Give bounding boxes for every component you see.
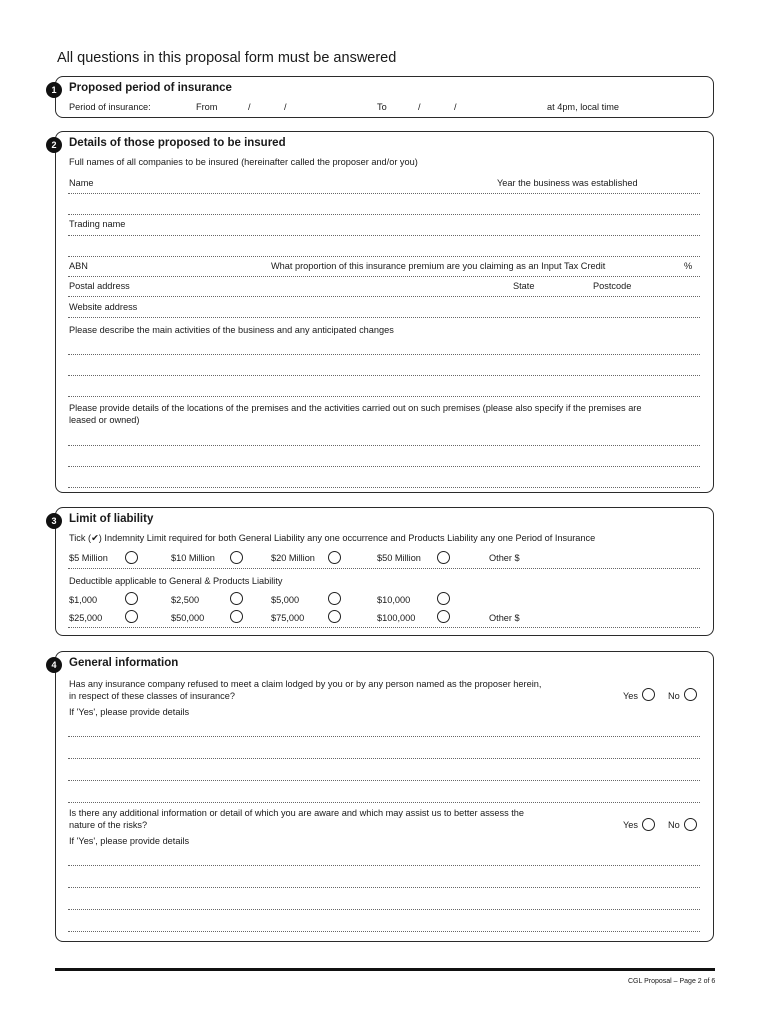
name-label: Name <box>69 178 94 188</box>
period-label: Period of insurance: <box>69 102 151 112</box>
q1-text-line-2: in respect of these classes of insurance? <box>69 691 235 701</box>
q1-yes-label: Yes <box>623 691 638 701</box>
page-heading: All questions in this proposal form must be answered <box>57 50 397 66</box>
name-field-line-2[interactable] <box>68 214 700 215</box>
limit-radio-5m[interactable] <box>125 551 138 564</box>
to-label[interactable]: To <box>377 102 387 112</box>
footer-rule <box>55 968 715 971</box>
section-number-2: 2 <box>46 137 62 153</box>
ded-radio-10000[interactable] <box>437 592 450 605</box>
q2-yes-label: Yes <box>623 820 638 830</box>
premises-field-line-2[interactable] <box>68 466 700 467</box>
activities-label: Please describe the main activities of the business and any anticipated changes <box>69 325 394 335</box>
ded-other-field[interactable] <box>68 627 700 628</box>
q1-detail-line-3[interactable] <box>68 780 700 781</box>
ded-label-2500: $2,500 <box>171 595 200 605</box>
limit-other-label: Other $ <box>489 553 520 563</box>
year-established-label: Year the business was established <box>497 178 638 188</box>
q2-text-line-2: nature of the risks? <box>69 820 148 830</box>
from-slash-1: / <box>248 102 251 112</box>
section-number-4: 4 <box>46 657 62 673</box>
q2-detail-line-2[interactable] <box>68 887 700 888</box>
limit-label-50m: $50 Million <box>377 553 421 563</box>
premises-label: Please provide details of the locations of the premises and the activities carried out on such premises (please also specify if the premises are <box>69 403 642 413</box>
ded-label-10000: $10,000 <box>377 595 411 605</box>
from-label[interactable]: From <box>196 102 218 112</box>
q1-yes-radio[interactable] <box>642 688 655 701</box>
limit-radio-20m[interactable] <box>328 551 341 564</box>
percent-symbol: % <box>684 261 693 271</box>
premises-field-line-3[interactable] <box>68 487 700 488</box>
ded-radio-25000[interactable] <box>125 610 138 623</box>
deductible-label: Deductible applicable to General & Products Liability <box>69 576 283 586</box>
q2-detail-line-1[interactable] <box>68 865 700 866</box>
abn-field[interactable] <box>68 276 700 277</box>
q1-detail-line-4[interactable] <box>68 802 700 803</box>
website-label: Website address <box>69 302 138 312</box>
limit-label-10m: $10 Million <box>171 553 215 563</box>
activities-field-line-3[interactable] <box>68 396 700 397</box>
itc-label: What proportion of this insurance premium are you claiming as an Input Tax Credit <box>271 261 606 271</box>
q2-yes-radio[interactable] <box>642 818 655 831</box>
trading-name-label: Trading name <box>69 219 126 229</box>
ded-label-100000: $100,000 <box>377 613 416 623</box>
trading-name-field-line-2[interactable] <box>68 256 700 257</box>
q2-no-radio[interactable] <box>684 818 697 831</box>
q1-detail-label: If 'Yes', please provide details <box>69 707 190 717</box>
section-title-period: Proposed period of insurance <box>69 82 232 94</box>
ded-label-50000: $50,000 <box>171 613 205 623</box>
section-number-1: 1 <box>46 82 62 98</box>
name-field[interactable] <box>68 193 700 194</box>
activities-field-line-1[interactable] <box>68 354 700 355</box>
page-footer: CGL Proposal – Page 2 of 6 <box>628 978 716 985</box>
limit-radio-50m[interactable] <box>437 551 450 564</box>
details-intro: Full names of all companies to be insured (hereinafter called the proposer and/or you) <box>69 157 418 167</box>
to-slash-2: / <box>454 102 457 112</box>
to-slash-1: / <box>418 102 421 112</box>
section-title-details: Details of those proposed to be insured <box>69 137 286 149</box>
q1-text-line-1: Has any insurance company refused to meet a claim lodged by you or by any person named as the proposer herein, <box>69 679 542 689</box>
state-label: State <box>513 281 535 291</box>
ded-radio-2500[interactable] <box>230 592 243 605</box>
postcode-label: Postcode <box>593 281 632 291</box>
q2-detail-label: If 'Yes', please provide details <box>69 836 190 846</box>
q2-no-label: No <box>668 820 680 830</box>
postal-address-field[interactable] <box>68 296 700 297</box>
premises-label-2: leased or owned) <box>69 415 140 425</box>
q1-detail-line-1[interactable] <box>68 736 700 737</box>
limit-other-field[interactable] <box>68 568 700 569</box>
ded-radio-5000[interactable] <box>328 592 341 605</box>
section-number-3: 3 <box>46 513 62 529</box>
from-slash-2: / <box>284 102 287 112</box>
abn-label: ABN <box>69 261 88 271</box>
ded-radio-75000[interactable] <box>328 610 341 623</box>
limit-label-5m: $5 Million <box>69 553 108 563</box>
premises-field-line-1[interactable] <box>68 445 700 446</box>
activities-field-line-2[interactable] <box>68 375 700 376</box>
ded-label-25000: $25,000 <box>69 613 103 623</box>
ded-label-1000: $1,000 <box>69 595 98 605</box>
limit-radio-10m[interactable] <box>230 551 243 564</box>
q2-text-line-1: Is there any additional information or detail of which you are aware and which may assist us to better assess the <box>69 808 525 818</box>
ded-radio-1000[interactable] <box>125 592 138 605</box>
section-title-general: General information <box>69 657 179 669</box>
q1-detail-line-2[interactable] <box>68 758 700 759</box>
ded-label-5000: $5,000 <box>271 595 300 605</box>
website-field[interactable] <box>68 317 700 318</box>
q2-detail-line-4[interactable] <box>68 931 700 932</box>
ded-radio-100000[interactable] <box>437 610 450 623</box>
ded-radio-50000[interactable] <box>230 610 243 623</box>
q1-no-label: No <box>668 691 680 701</box>
postal-address-label: Postal address <box>69 281 130 291</box>
limit-label-20m: $20 Million <box>271 553 315 563</box>
limit-instruction: Tick (✔) Indemnity Limit required for both General Liability any one occurrence and Products Liability any one Period of Insurance <box>69 533 596 543</box>
trading-name-field[interactable] <box>68 235 700 236</box>
q2-detail-line-3[interactable] <box>68 909 700 910</box>
ded-label-75000: $75,000 <box>271 613 305 623</box>
section-title-limit: Limit of liability <box>69 513 154 525</box>
time-note: at 4pm, local time <box>547 102 619 112</box>
q1-no-radio[interactable] <box>684 688 697 701</box>
ded-other-label: Other $ <box>489 613 520 623</box>
